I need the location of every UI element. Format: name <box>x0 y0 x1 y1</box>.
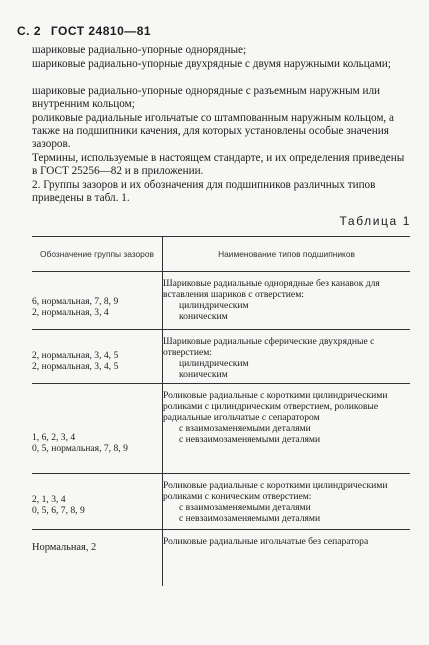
group-value: 2, нормальная, 3, 4, 5 <box>32 350 119 361</box>
group-value: 0, 5, 6, 7, 8, 9 <box>32 505 85 516</box>
bearing-subtype: цилиндрическим <box>179 358 249 369</box>
list-item: шариковые радиально-упорные однорядные; <box>32 44 247 56</box>
group-value: 1, 6, 2, 3, 4 <box>32 432 76 443</box>
bearing-subtype: с невзаимозаменяемыми деталями <box>179 513 321 524</box>
list-item: роликовые радиальные игольчатые со штампованным наружным кольцом, а также на подшипники качения, для которых установлены особые значения зазоров. <box>32 112 394 151</box>
bearing-subtype: коническим <box>179 311 228 322</box>
column-header-group: Обозначение группы зазоров <box>32 237 163 272</box>
list-item: шариковые радиально-упорные двухрядные с двумя наружными кольцами; <box>32 58 391 70</box>
bearing-subtype: коническим <box>179 369 228 380</box>
group-value: 2, 1, 3, 4 <box>32 494 66 505</box>
bearing-subtype: с взаимозаменяемыми деталями <box>179 423 311 434</box>
group-value: 0, 5, нормальная, 7, 8, 9 <box>32 443 128 454</box>
bearing-subtype: с невзаимозаменяемыми деталями <box>179 434 321 445</box>
page-number: С. 2 <box>17 24 42 38</box>
table-row <box>32 330 410 384</box>
group-value: 2, нормальная, 3, 4 <box>32 307 109 318</box>
group-value: 6, нормальная, 7, 8, 9 <box>32 296 119 307</box>
group-value: 2, нормальная, 3, 4, 5 <box>32 361 119 372</box>
table-row <box>32 474 410 530</box>
standard-code: ГОСТ 24810—81 <box>50 24 152 38</box>
bearing-type: Роликовые радиальные с короткими цилиндрическими роликами с цилиндрическим отверстием, роликовые радиальные игольчатые с сепаратором <box>163 390 388 423</box>
bearing-type: Шариковые радиальные однорядные без канавок для вставления шариков с отверстием: <box>163 278 380 300</box>
bearing-subtype: с взаимозаменяемыми деталями <box>179 502 311 513</box>
table-row <box>32 272 410 330</box>
page-header <box>17 24 157 38</box>
paragraph-groups: 2. Группы зазоров и их обозначения для подшипников различных типов приведены в табл. 1. <box>32 179 376 205</box>
bearing-type: Роликовые радиальные с короткими цилиндрическими роликами с коническим отверстием: <box>163 480 388 502</box>
table-row <box>32 530 410 586</box>
table-title: Таблица 1 <box>339 214 411 228</box>
bearing-subtype: цилиндрическим <box>179 300 249 311</box>
bearing-type: Роликовые радиальные игольчатые без сепаратора <box>163 536 369 547</box>
column-header-type: Наименование типов подшипников <box>163 237 411 272</box>
group-value: Нормальная, 2 <box>32 542 97 553</box>
clearance-table <box>32 236 410 586</box>
bearing-type: Шариковые радиальные сферические двухрядные с отверстием: <box>163 336 375 358</box>
table-row <box>32 384 410 474</box>
paragraph-terms: Термины, используемые в настоящем стандарте, и их определения приведены в ГОСТ 25256—82 и в приложении. <box>32 152 405 178</box>
list-item: шариковые радиально-упорные однорядные с разъемным наружным или внутренним кольцом; <box>32 85 381 111</box>
